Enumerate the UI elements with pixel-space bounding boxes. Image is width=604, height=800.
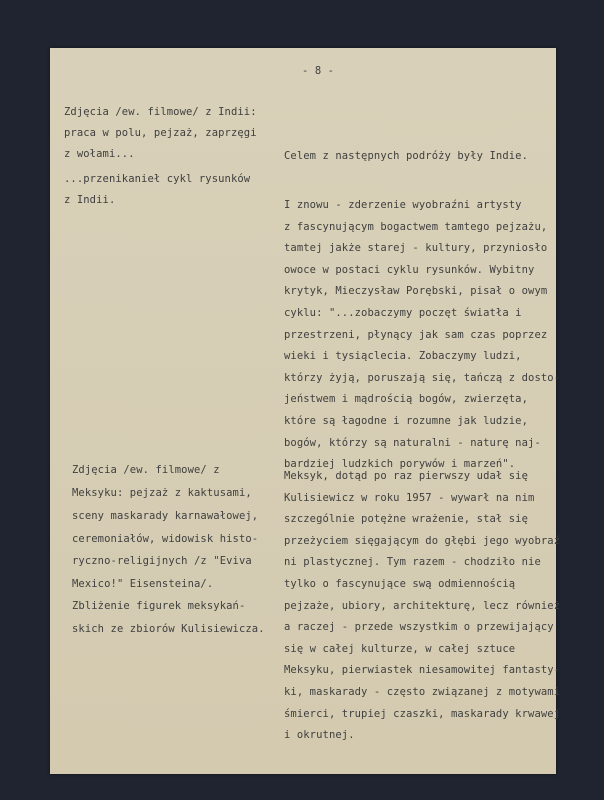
body-line: owoce w postaci cyklu rysunków. Wybitny: [284, 263, 535, 276]
body-line: I znowu - zderzenie wyobraźni artysty: [284, 199, 522, 211]
caption-line: Zdjęcia /ew. filmowe/ z: [72, 464, 220, 476]
body-line: z fascynującym bogactwem tamtego pejzażu,: [284, 220, 548, 233]
body-line: śmierci, trupiej czaszki, maskarady krwawej: [284, 707, 561, 720]
caption-line: praca w polu, pejzaż, zaprzęgi: [64, 127, 257, 139]
body-line: i okrutnej.: [284, 729, 355, 742]
body-line: przestrzeni, płynący jak sam czas poprzez: [284, 328, 548, 341]
body-line: którzy żyją, poruszają się, tańczą z dosto-: [284, 371, 561, 384]
caption-line: skich ze zbiorów Kulisiewicza.: [72, 623, 265, 635]
body-line: cyklu: "...zobaczymy poczęt światła i: [284, 307, 522, 319]
body-line: ki, maskarady - często związanej z motywami: [284, 686, 561, 698]
body-line: bardziej ludzkich porywów i marzeń".: [284, 458, 516, 471]
body-line: bogów, którzy są naturalni - naturę naj-: [284, 436, 541, 449]
caption-line: sceny maskarady karnawałowej,: [72, 510, 259, 522]
body-line: tamtej jakże starej - kultury, przyniosło: [284, 242, 548, 255]
body-line: szczególnie potężne wrażenie, stał się: [284, 513, 529, 526]
body-line: przeżyciem sięgającym do głębi jego wyobraź: [284, 534, 561, 547]
body-line: jeństwem i mądrością bogów, zwierzęta,: [284, 393, 529, 406]
body-line: Meksyku, pierwiastek niesamowitej fantasty-: [284, 664, 561, 677]
body-line: się w całej kulturze, w całej sztuce: [284, 642, 516, 655]
body-line: Meksyk, dotąd po raz pierwszy udał się: [284, 470, 529, 482]
caption-line: z Indii.: [64, 194, 116, 206]
caption-line: ceremoniałów, widowisk histo-: [72, 533, 259, 545]
caption-line: ...przenikanieł cykl rysunków: [64, 173, 251, 185]
page-number: - 8 -: [302, 65, 335, 77]
caption-line: z wołami...: [64, 148, 135, 160]
caption-line: Zbliżenie figurek meksykań-: [72, 600, 246, 612]
caption-line: Zdjęcia /ew. filmowe/ z Indii:: [64, 106, 257, 118]
body-line: pejzaże, ubiory, architekturę, lecz również: [284, 599, 561, 612]
body-line: które są łagodne i rozumne jak ludzie,: [284, 415, 529, 427]
body-line: tylko o fascynujące swą odmiennością: [284, 578, 516, 590]
caption-line: Meksyku: pejzaż z kaktusami,: [72, 487, 252, 499]
body-line: krytyk, Mieczysław Porębski, pisał o owym: [284, 285, 548, 298]
body-line: a raczej - przede wszystkim o przewijający: [284, 621, 554, 634]
caption-line: ryczno-religijnych /z "Eviva: [72, 555, 252, 567]
body-line: wieki i tysiąclecia. Zobaczymy ludzi,: [284, 350, 522, 363]
intro-line: Celem z następnych podróży były Indie.: [284, 150, 529, 162]
caption-line: Mexico!" Eisensteina/.: [72, 578, 214, 590]
body-line: Kulisiewicz w roku 1957 - wywarł na nim: [284, 491, 535, 504]
body-line: ni plastycznej. Tym razem - chodziło nie: [284, 556, 541, 569]
